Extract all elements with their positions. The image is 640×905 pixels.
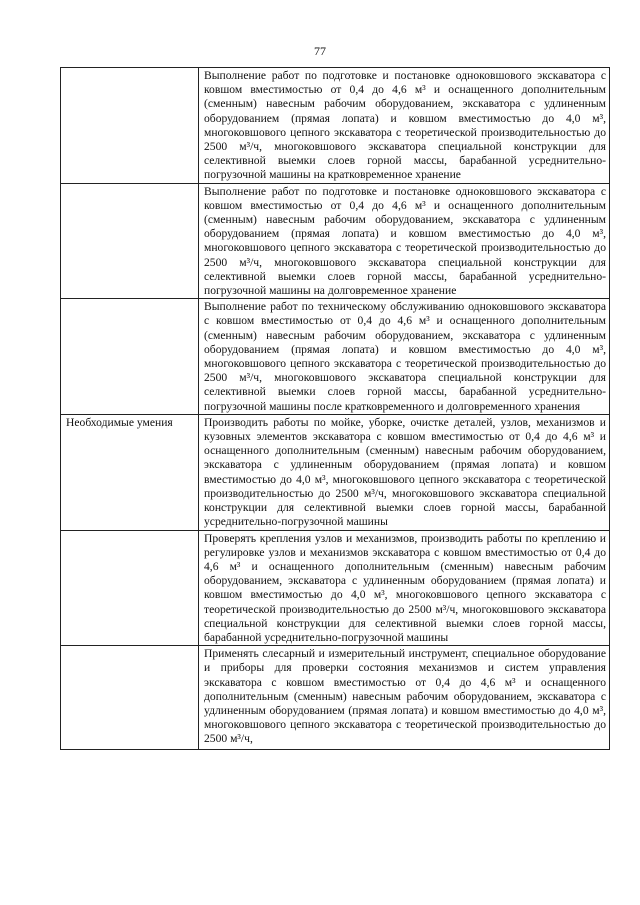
row-text-clipped: Применять слесарный и измерительный инструмент, специальное оборудование и приборы для проверки состояния механизмов и систем управления экскаватора с ковшом вместимостью от 0,4 до 4,6 м³ и оснащенного дополнительным (сменным) навесным рабочим оборудованием, экскаватора с удлиненным оборудованием (прямая лопата) и ковшом вместимостью до 4,0 м³, многоковшового цепного экскаватора с теоретической производительностью до 2500 м³/ч, bbox=[204, 647, 606, 746]
table-row bbox=[61, 414, 610, 530]
page-number: 77 bbox=[314, 44, 326, 58]
table-row bbox=[61, 299, 610, 415]
row-text: Проверять крепления узлов и механизмов, производить работы по креплению и регулировке узлов и механизмов экскаватора с ковшом вместимостью от 0,4 до 4,6 м³ и оснащенного дополнительным (сменным) навесным рабочим оборудованием, экскаватора с удлиненным оборудованием (прямая лопата) и ковшом вместимостью до 4,0 м³, многоковшового цепного экскаватора с теоретической производительностью до 2500 м³/ч, многоковшового экскаватора специальной конструкции для селективной выемки слоев горной массы, барабанной усреднительно-погрузочной машины bbox=[199, 530, 610, 646]
row-label bbox=[61, 646, 199, 750]
row-label bbox=[61, 530, 199, 646]
row-text: Выполнение работ по подготовке и постановке одноковшового экскаватора с ковшом вместимостью от 0,4 до 4,6 м³ и оснащенного дополнительным (сменным) навесным рабочим оборудованием, экскаватора с удлиненным оборудованием (прямая лопата) и ковшом вместимостью до 4,0 м³, многоковшового цепного экскаватора с теоретической производительностью до 2500 м³/ч, многоковшового экскаватора специальной конструкции для селективной выемки слоев горной массы, барабанной усреднительно-погрузочной машины на долговременное хранение bbox=[199, 183, 610, 299]
row-label-skills: Необходимые умения bbox=[61, 414, 199, 530]
requirements-table bbox=[60, 67, 610, 750]
row-label bbox=[61, 68, 199, 184]
row-label bbox=[61, 299, 199, 415]
table-row bbox=[61, 530, 610, 646]
row-label bbox=[61, 183, 199, 299]
row-text: Производить работы по мойке, уборке, очистке деталей, узлов, механизмов и кузовных элементов экскаватора с ковшом вместимостью от 0,4 до 4,6 м³ и оснащенного дополнительным (сменным) навесным рабочим оборудованием, экскаватора с удлиненным оборудованием (прямая лопата) и ковшом вместимостью до 4,0 м³, многоковшового цепного экскаватора с теоретической производительностью до 2500 м³/ч, многоковшового экскаватора специальной конструкции для селективной выемки слоев горной массы, барабанной усреднительно-погрузочной машины bbox=[199, 414, 610, 530]
table-row bbox=[61, 183, 610, 299]
row-text: Выполнение работ по техническому обслуживанию одноковшового экскаватора с ковшом вместимостью от 0,4 до 4,6 м³ и оснащенного дополнительным (сменным) навесным рабочим оборудованием, экскаватора с удлиненным оборудованием (прямая лопата) и ковшом вместимостью до 4,0 м³, многоковшового цепного экскаватора с теоретической производительностью до 2500 м³/ч, многоковшового экскаватора специальной конструкции для селективной выемки слоев горной массы, барабанной усреднительно-погрузочной машины после кратковременного и долговременного хранения bbox=[199, 299, 610, 415]
row-text-continued bbox=[199, 646, 610, 750]
row-text: Выполнение работ по подготовке и постановке одноковшового экскаватора с ковшом вместимостью от 0,4 до 4,6 м³ и оснащенного дополнительным (сменным) навесным рабочим оборудованием, экскаватора с удлиненным оборудованием (прямая лопата) и ковшом вместимостью до 4,0 м³, многоковшового цепного экскаватора с теоретической производительностью до 2500 м³/ч, многоковшового экскаватора специальной конструкции для селективной выемки слоев горной массы, барабанной усреднительно-погрузочной машины на кратковременное хранение bbox=[199, 68, 610, 184]
table-row bbox=[61, 646, 610, 750]
table-row bbox=[61, 68, 610, 184]
